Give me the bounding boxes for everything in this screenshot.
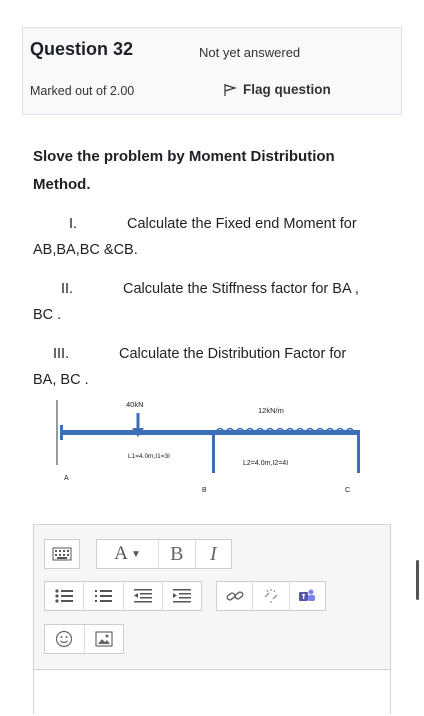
- flag-icon: [223, 83, 237, 97]
- support-b: [212, 435, 215, 473]
- indent-button[interactable]: [163, 582, 201, 610]
- outdent-button[interactable]: [124, 582, 163, 610]
- link-button-group: [216, 581, 326, 611]
- beam-diagram-svg: [40, 395, 380, 500]
- smiley-icon: [55, 630, 73, 648]
- task-text-3b: BA, BC .: [33, 372, 89, 388]
- media-button-group: [44, 624, 124, 654]
- end-a-mark: [60, 425, 63, 440]
- unordered-list-button[interactable]: [45, 582, 84, 610]
- unlink-button[interactable]: [253, 582, 289, 610]
- link-button[interactable]: [217, 582, 253, 610]
- font-style-label: A: [114, 543, 128, 564]
- task-text-2a: Calculate the Stiffness factor for BA ,: [123, 281, 359, 297]
- task-num-3: III.: [53, 346, 70, 362]
- flag-question-label: Flag question: [243, 82, 331, 97]
- bold-button[interactable]: [159, 540, 195, 568]
- span2-label: L2=4.0m,I2=4I: [243, 460, 289, 467]
- beam-diagram: [40, 395, 380, 505]
- answer-editor: [33, 524, 391, 714]
- italic-button[interactable]: [196, 540, 231, 568]
- task-num-2: II.: [61, 281, 74, 297]
- list-button-group: [44, 581, 202, 611]
- point-load-label: 40kN: [126, 400, 144, 409]
- task-text-1b: AB,BA,BC &CB.: [33, 242, 138, 258]
- dropdown-caret-icon: ▼: [130, 548, 141, 560]
- node-a-label: A: [64, 475, 69, 482]
- bullet-list-icon: [55, 589, 73, 603]
- question-state: Not yet answered: [199, 45, 301, 60]
- task-item-3: [33, 341, 393, 367]
- node-c-label: C: [345, 487, 351, 494]
- indent-icon: [173, 589, 191, 603]
- link-icon: [226, 589, 244, 603]
- bold-label: B: [170, 542, 184, 565]
- question-title: Question 32: [30, 39, 134, 59]
- italic-label: I: [209, 542, 217, 565]
- task-text-2b: BC .: [33, 307, 62, 323]
- unlink-icon: [262, 588, 280, 604]
- page-scrollbar[interactable]: [416, 560, 419, 600]
- ordered-list-button[interactable]: [84, 582, 123, 610]
- task-text-3a: Calculate the Distribution Factor for: [119, 346, 347, 362]
- question-text: [33, 143, 393, 393]
- node-b-label: B: [202, 487, 207, 494]
- toolbar-toggle-button[interactable]: [44, 539, 80, 569]
- font-style-button[interactable]: [97, 540, 159, 568]
- support-c: [357, 435, 360, 473]
- emoticon-button[interactable]: [45, 625, 85, 653]
- numbered-list-icon: [94, 589, 112, 603]
- flag-question-link[interactable]: [223, 82, 331, 97]
- udl-label: 12kN/m: [258, 406, 284, 415]
- task-text-1a: Calculate the Fixed end Moment for: [127, 216, 357, 232]
- question-lead-2: Method.: [33, 176, 91, 193]
- image-icon: [95, 631, 113, 647]
- keyboard-icon: [52, 547, 72, 561]
- span1-label: L1=4.0m,I1=3I: [128, 453, 170, 460]
- task-item-2: [33, 276, 393, 302]
- question-info-box: [22, 27, 402, 115]
- teams-icon: [298, 588, 316, 604]
- task-num-1: I.: [69, 216, 78, 232]
- format-button-group: [96, 539, 232, 569]
- outdent-icon: [134, 589, 152, 603]
- task-item-1: [33, 211, 393, 237]
- insert-image-button[interactable]: [85, 625, 124, 653]
- question-marks: Marked out of 2.00: [30, 84, 135, 98]
- teams-button[interactable]: [290, 582, 325, 610]
- question-lead-1: Slove the problem by Moment Distribution: [33, 148, 335, 165]
- answer-text-area[interactable]: [34, 669, 390, 716]
